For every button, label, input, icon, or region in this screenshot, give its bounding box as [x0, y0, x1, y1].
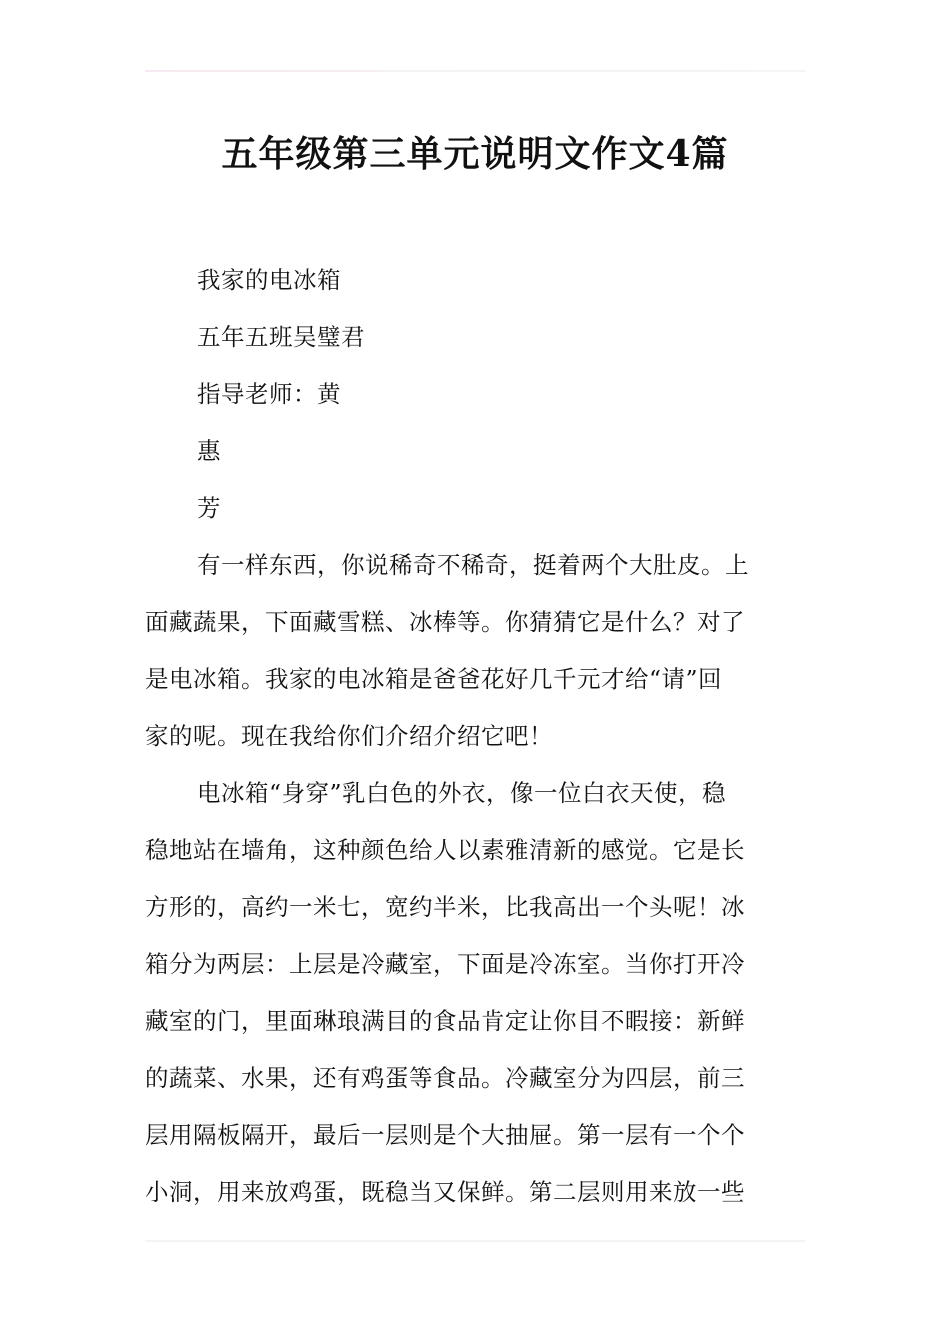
top-divider — [145, 70, 805, 72]
text-line: 藏室的门，里面琳琅满目的食品肯定让你目不暇接：新鲜 — [145, 1007, 745, 1035]
text-line: 芳 — [197, 494, 221, 522]
text-line: 指导老师：黄 — [197, 380, 341, 408]
text-line: 小洞，用来放鸡蛋，既稳当又保鲜。第二层则用来放一些 — [145, 1178, 745, 1206]
text-line: 箱分为两层：上层是冷藏室，下面是冷冻室。当你打开冷 — [145, 950, 745, 978]
text-line: 我家的电冰箱 — [197, 266, 341, 294]
text-line: 惠 — [197, 437, 221, 465]
text-line: 层用隔板隔开，最后一层则是个大抽屉。第一层有一个个 — [145, 1121, 745, 1149]
text-line: 的蔬菜、水果，还有鸡蛋等食品。冷藏室分为四层，前三 — [145, 1064, 745, 1092]
text-line: 电冰箱“身穿”乳白色的外衣，像一位白衣天使，稳 — [197, 779, 727, 807]
text-line: 方形的，高约一米七，宽约半米，比我高出一个头呢！冰 — [145, 893, 745, 921]
text-line: 面藏蔬果，下面藏雪糕、冰棒等。你猜猜它是什么？对了 — [145, 608, 745, 636]
document-title: 五年级第三单元说明文作文4篇 — [221, 133, 729, 175]
document-body — [145, 252, 807, 1221]
text-line: 是电冰箱。我家的电冰箱是爸爸花好几千元才给“请”回 — [145, 665, 723, 693]
text-line: 有一样东西，你说稀奇不稀奇，挺着两个大肚皮。上 — [197, 551, 749, 579]
bottom-divider — [145, 1240, 805, 1242]
text-line: 五年五班吴璧君 — [197, 323, 365, 351]
text-line: 稳地站在墙角，这种颜色给人以素雅清新的感觉。它是长 — [145, 836, 745, 864]
text-line: 家的呢。现在我给你们介绍介绍它吧！ — [145, 722, 553, 750]
